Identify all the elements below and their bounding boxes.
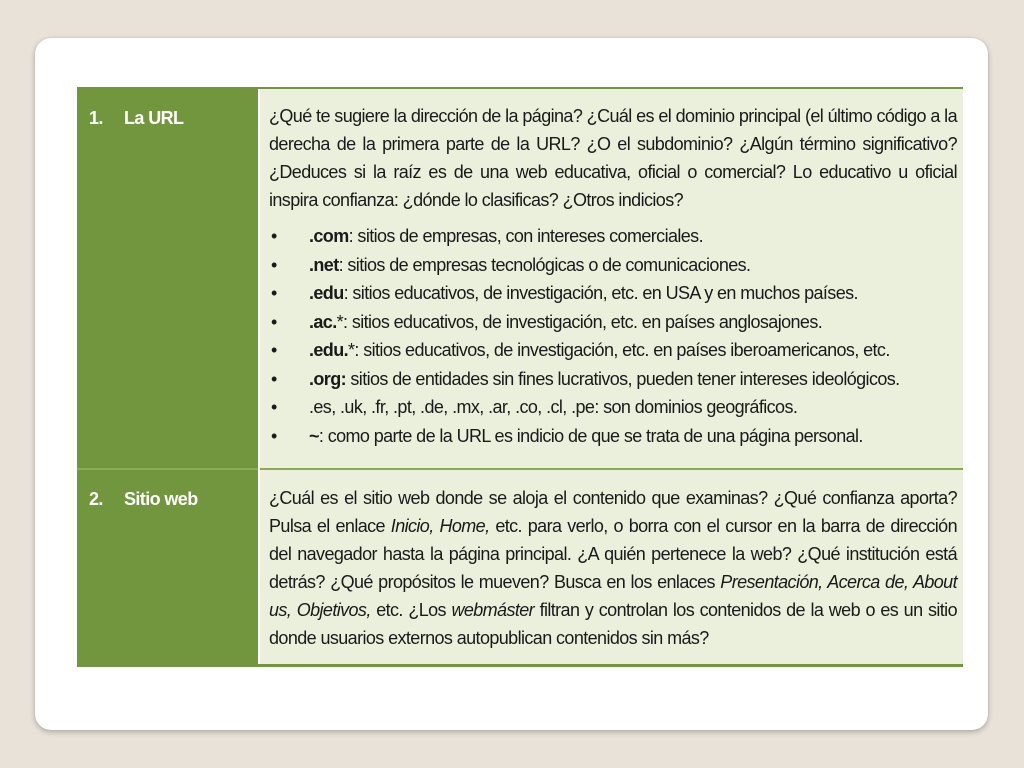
row-content bbox=[259, 469, 963, 666]
url-paragraph: ¿Qué te sugiere la dirección de la página? ¿Cuál es el dominio principal (el último código a la derecha de la primera parte de la URL? ¿O el subdominio? ¿Algún término significativo? ¿Deduces si la raíz es de una web educativa, oficial o comercial? Lo educativo u oficial inspira confianza: ¿dónde lo clasificas? ¿Otros indicios? bbox=[269, 106, 957, 210]
bullet-icon: • bbox=[271, 425, 277, 446]
domain-desc: : sitios de empresas, con intereses comerciales. bbox=[348, 226, 703, 246]
row-label bbox=[77, 88, 259, 469]
domain-code: .com bbox=[309, 226, 349, 246]
list-item bbox=[269, 336, 957, 365]
bullet-icon: • bbox=[271, 226, 277, 246]
website-paragraph bbox=[269, 484, 957, 652]
domain-code: .net bbox=[309, 254, 339, 275]
table-row bbox=[77, 469, 963, 666]
bullet-icon: • bbox=[271, 340, 277, 360]
domain-code: .org: bbox=[309, 368, 346, 389]
domain-code: .edu bbox=[309, 283, 344, 303]
bullet-icon: • bbox=[271, 397, 277, 417]
list-item bbox=[269, 222, 957, 251]
list-item bbox=[269, 365, 957, 394]
bullet-icon: • bbox=[271, 254, 277, 275]
bullet-icon: • bbox=[271, 283, 277, 303]
list-item bbox=[269, 308, 957, 337]
row-label bbox=[77, 469, 259, 666]
domain-desc: *: sitios educativos, de investigación, etc. en países iberoamericanos, etc. bbox=[348, 340, 890, 360]
bullet-icon: • bbox=[271, 311, 277, 332]
row-title: Sitio web bbox=[124, 489, 198, 509]
domain-desc: sitios de entidades sin fines lucrativos, pueden tener intereses ideológicos. bbox=[346, 368, 900, 389]
list-item bbox=[269, 279, 957, 308]
text-segment: ¿Cuál es el sitio web donde se aloja el contenido que examinas? ¿Qué confianza aporta? Pulsa el enlace bbox=[269, 488, 957, 536]
domain-list bbox=[269, 222, 957, 450]
bullet-icon: • bbox=[271, 368, 277, 389]
slide bbox=[35, 38, 988, 730]
domain-code: ~ bbox=[309, 425, 319, 446]
text-segment: filtran y controlan los contenidos de la web o es un sitio donde usuarios externos autopublican contenidos sin más? bbox=[269, 600, 957, 648]
text-segment-italic: webmáster bbox=[451, 600, 535, 620]
row-number: 1. bbox=[89, 108, 103, 128]
table-row bbox=[77, 88, 963, 469]
domain-code: .edu. bbox=[309, 340, 349, 360]
list-item bbox=[269, 422, 957, 451]
text-segment-italic: Presentación, Acerca de, About us, Objetivos, bbox=[269, 572, 957, 620]
domain-desc: : sitios educativos, de investigación, etc. en USA y en muchos países. bbox=[343, 283, 858, 303]
domain-code: .ac. bbox=[309, 311, 337, 332]
row-number: 2. bbox=[89, 489, 103, 509]
row-content bbox=[259, 88, 963, 469]
text-segment-italic: Inicio, Home, bbox=[390, 516, 490, 536]
list-item bbox=[269, 251, 957, 280]
row-title: La URL bbox=[124, 108, 184, 128]
text-segment: etc. ¿Los bbox=[370, 600, 452, 620]
text-segment: etc. para verlo, o borra con el cursor en la barra de dirección del navegador hasta la página principal. ¿A quién pertenece la web? ¿Qué institución está detrás? ¿Qué propósitos le mueven? Busca en los enlaces bbox=[269, 516, 957, 592]
info-table bbox=[77, 87, 963, 667]
domain-desc: : como parte de la URL es indicio de que se trata de una página personal. bbox=[318, 425, 863, 446]
domain-desc: *: sitios educativos, de investigación, etc. en países anglosajones. bbox=[336, 311, 823, 332]
domain-desc: .es, .uk, .fr, .pt, .de, .mx, .ar, .co, .cl, .pe: son dominios geográficos. bbox=[309, 397, 798, 417]
list-item bbox=[269, 393, 957, 422]
domain-desc: : sitios de empresas tecnológicas o de comunicaciones. bbox=[338, 254, 751, 275]
